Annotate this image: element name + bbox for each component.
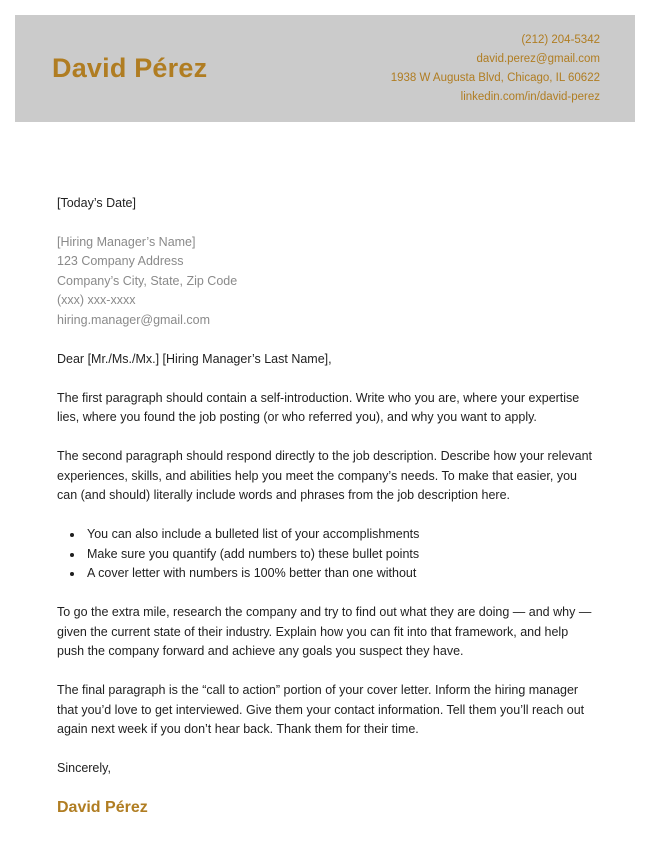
contact-info	[391, 31, 600, 107]
signature-name: David Pérez	[57, 799, 148, 816]
contact-linkedin: linkedin.com/in/david-perez	[460, 90, 600, 103]
recipient-street: 123 Company Address	[57, 254, 184, 268]
header-band	[15, 15, 635, 122]
recipient-phone: (xxx) xxx-xxxx	[57, 293, 136, 307]
accomplishments-list	[57, 525, 595, 584]
applicant-name: David Pérez	[52, 53, 208, 83]
date-placeholder: [Today’s Date]	[57, 195, 136, 210]
intro-paragraph: The first paragraph should contain a self-introduction. Write who you are, where your expertise lies, where you found the job posting (or who referred you), and why you want to apply.	[57, 390, 580, 424]
letter-body	[57, 122, 595, 837]
extra-mile-paragraph: To go the extra mile, research the company and try to find out what they are doing — and why — given the current state of their industry. Explain how you can fit into that framework, and help push the company forward and achieve any goals you suspect they have.	[57, 605, 592, 658]
bullet-item: • You can also include a bulleted list of your accomplishments	[84, 525, 595, 545]
closing: Sincerely,	[57, 761, 111, 775]
recipient-name: [Hiring Manager’s Name]	[57, 234, 196, 249]
recipient-city-state-zip: Company’s City, State, Zip Code	[57, 273, 238, 288]
bullet-item: • A cover letter with numbers is 100% better than one without	[84, 564, 595, 584]
second-paragraph: The second paragraph should respond directly to the job description. Describe how your relevant experiences, skills, and abilities help you meet the company’s needs. To make that easier, you can (and should) literally include words and phrases from the job description here.	[57, 449, 593, 502]
recipient-email: hiring.manager@gmail.com	[57, 312, 211, 327]
greeting: Dear [Mr./Ms./Mx.] [Hiring Manager’s Last Name],	[57, 351, 332, 366]
bullet-item: • Make sure you quantify (add numbers to) these bullet points	[84, 545, 595, 565]
final-paragraph: The final paragraph is the “call to action” portion of your cover letter. Inform the hiring manager that you’d love to get interviewed. Give them your contact information. Tell them you’ll reach out again next week if you don’t hear back. Thank them for their time.	[57, 683, 585, 736]
contact-email: david.perez@gmail.com	[476, 52, 600, 65]
recipient-block	[57, 233, 595, 331]
contact-phone: (212) 204-5342	[521, 33, 600, 46]
contact-address: 1938 W Augusta Blvd, Chicago, IL 60622	[390, 71, 600, 84]
